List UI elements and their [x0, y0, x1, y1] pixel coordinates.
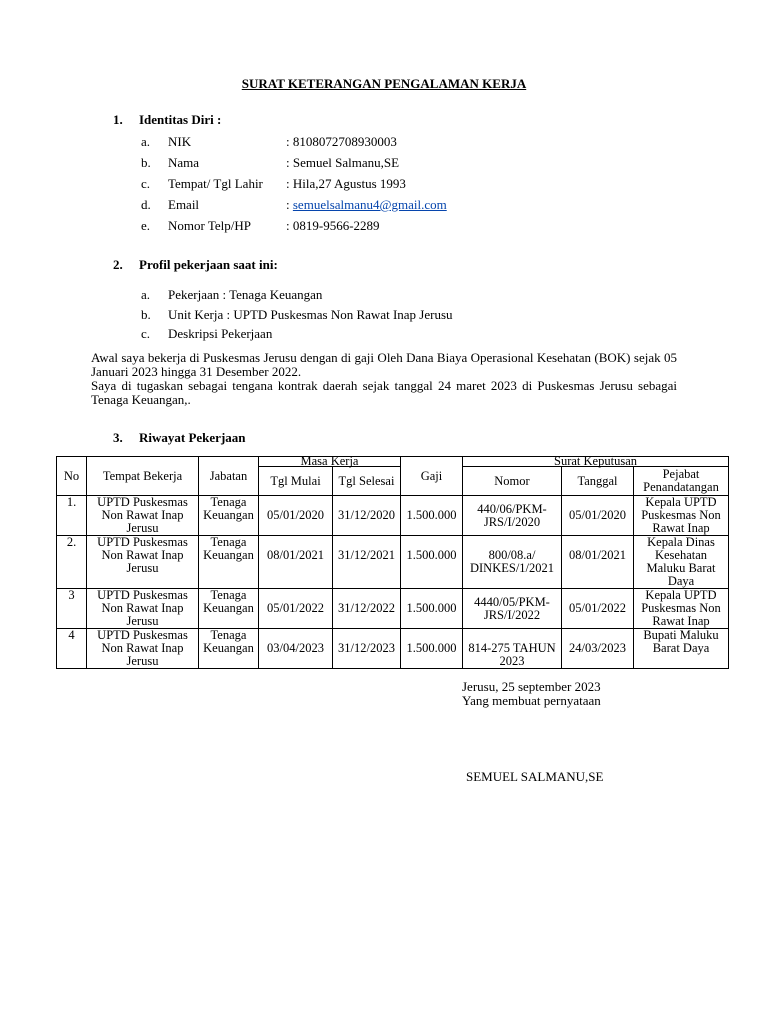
cell-signing-official: Kepala Dinas Kesehatan Maluku Barat Daya: [634, 536, 729, 589]
item-value: : 8108072708930003: [286, 134, 397, 149]
cell-salary: 1.500.000: [401, 536, 463, 589]
header-decree-number: Nomor: [463, 467, 562, 496]
header-no: No: [57, 457, 87, 496]
item-label: Nomor Telp/HP: [168, 218, 251, 233]
cell-position: Tenaga Keuangan: [199, 629, 259, 669]
cell-end-date: 31/12/2021: [333, 536, 401, 589]
item-letter: e.: [141, 218, 151, 233]
cell-signing-official: Kepala UPTD Puskesmas Non Rawat Inap: [634, 589, 729, 629]
cell-end-date: 31/12/2020: [333, 496, 401, 536]
item-text: Deskripsi Pekerjaan: [168, 326, 273, 341]
cell-position: Tenaga Keuangan: [199, 589, 259, 629]
header-position: Jabatan: [199, 457, 259, 496]
work-history-table: [56, 456, 729, 669]
item-label: Tempat/ Tgl Lahir: [168, 176, 263, 191]
header-decree: Surat Keputusan: [463, 457, 729, 467]
signature-statement: Yang membuat pernyataan: [462, 693, 601, 708]
item-text: Unit Kerja : UPTD Puskesmas Non Rawat Inap Jerusu: [168, 307, 453, 322]
item-letter: b.: [141, 155, 151, 170]
section-number: 3.: [113, 430, 123, 445]
cell-position: Tenaga Keuangan: [199, 536, 259, 589]
item-value: : 0819-9566-2289: [286, 218, 380, 233]
cell-end-date: 31/12/2022: [333, 589, 401, 629]
header-signing-official: Pejabat Penandatangan: [634, 467, 729, 496]
section-title: Profil pekerjaan saat ini:: [139, 257, 278, 272]
cell-start-date: 05/01/2022: [259, 589, 333, 629]
item-letter: d.: [141, 197, 151, 212]
cell-workplace: UPTD Puskesmas Non Rawat Inap Jerusu: [87, 629, 199, 669]
cell-signing-official: Bupati Maluku Barat Daya: [634, 629, 729, 669]
item-text: Pekerjaan : Tenaga Keuangan: [168, 287, 323, 302]
signatory-name: SEMUEL SALMANU,SE: [466, 769, 604, 784]
cell-decree-number: 800/08.a/ DINKES/1/2021: [463, 536, 562, 589]
header-salary: Gaji: [401, 457, 463, 496]
item-value: : Semuel Salmanu,SE: [286, 155, 400, 170]
item-label: NIK: [168, 134, 192, 149]
cell-no: 4: [57, 629, 87, 669]
cell-decree-date: 24/03/2023: [562, 629, 634, 669]
cell-no: 2.: [57, 536, 87, 589]
cell-decree-date: 05/01/2020: [562, 496, 634, 536]
item-value: [286, 197, 447, 213]
cell-decree-date: 05/01/2022: [562, 589, 634, 629]
section-title: Identitas Diri :: [139, 112, 222, 127]
cell-start-date: 08/01/2021: [259, 536, 333, 589]
section-title: Riwayat Pekerjaan: [139, 430, 246, 445]
cell-start-date: 05/01/2020: [259, 496, 333, 536]
header-start-date: Tgl Mulai: [259, 467, 333, 496]
cell-workplace: UPTD Puskesmas Non Rawat Inap Jerusu: [87, 589, 199, 629]
signature-place-date: Jerusu, 25 september 2023: [462, 679, 601, 694]
cell-decree-number: 814-275 TAHUN 2023: [463, 629, 562, 669]
item-letter: a.: [141, 134, 151, 149]
cell-no: 1.: [57, 496, 87, 536]
cell-workplace: UPTD Puskesmas Non Rawat Inap Jerusu: [87, 536, 199, 589]
cell-salary: 1.500.000: [401, 629, 463, 669]
cell-start-date: 03/04/2023: [259, 629, 333, 669]
cell-salary: 1.500.000: [401, 496, 463, 536]
cell-end-date: 31/12/2023: [333, 629, 401, 669]
header-end-date: Tgl Selesai: [333, 467, 401, 496]
section-number: 2.: [113, 257, 123, 272]
header-decree-date: Tanggal: [562, 467, 634, 496]
cell-decree-number: 440/06/PKM-JRS/I/2020: [463, 496, 562, 536]
document-title: SURAT KETERANGAN PENGALAMAN KERJA: [241, 76, 527, 91]
item-label: Email: [168, 197, 200, 212]
email-link[interactable]: semuelsalmanu4@gmail.com: [292, 197, 447, 212]
email-colon: :: [286, 197, 293, 212]
table-row: [57, 496, 729, 536]
cell-signing-official: Kepala UPTD Puskesmas Non Rawat Inap: [634, 496, 729, 536]
table-row: [57, 536, 729, 589]
item-letter: b.: [141, 307, 151, 322]
item-letter: c.: [141, 326, 151, 341]
cell-workplace: UPTD Puskesmas Non Rawat Inap Jerusu: [87, 496, 199, 536]
cell-no: 3: [57, 589, 87, 629]
cell-position: Tenaga Keuangan: [199, 496, 259, 536]
header-work-period: Masa Kerja: [259, 457, 401, 467]
cell-decree-date: 08/01/2021: [562, 536, 634, 589]
item-label: Nama: [168, 155, 200, 170]
header-workplace: Tempat Bekerja: [87, 457, 199, 496]
table-row: [57, 589, 729, 629]
table-row: [57, 629, 729, 669]
paragraph: Awal saya bekerja di Puskesmas Jerusu dengan di gaji Oleh Dana Biaya Operasional Kesehatan (BOK) sejak 05 Januari 2023 hingga 31 Desember 2022.: [91, 350, 677, 379]
item-letter: c.: [141, 176, 151, 191]
job-description-text: [91, 351, 677, 407]
paragraph: Saya di tugaskan sebagai tengana kontrak daerah sejak tanggal 24 maret 2023 di Puskesmas Jerusu sebagai Tenaga Keuangan,.: [91, 378, 677, 407]
item-value: : Hila,27 Agustus 1993: [286, 176, 406, 191]
cell-decree-number: 4440/05/PKM-JRS/I/2022: [463, 589, 562, 629]
item-letter: a.: [141, 287, 151, 302]
section-number: 1.: [113, 112, 123, 127]
cell-salary: 1.500.000: [401, 589, 463, 629]
